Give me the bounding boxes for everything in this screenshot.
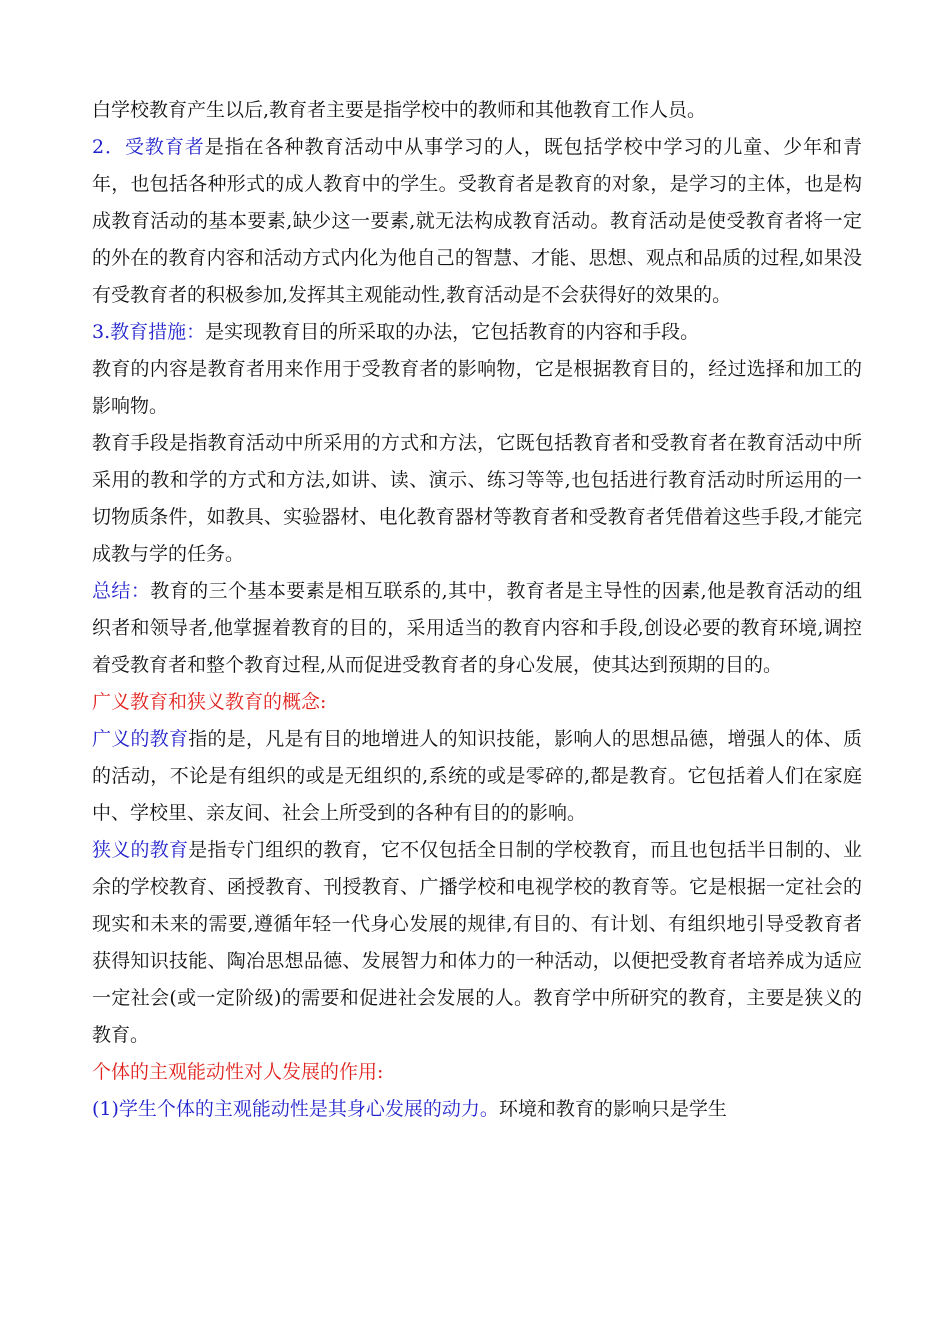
body-text: 环境和教育的影响只是学生 [498,1098,727,1120]
section-heading-initiative [92,1054,862,1091]
document-page [92,92,862,1128]
section-heading: 广义教育和狭义教育的概念: [92,691,327,713]
paragraph-broad-education [92,721,862,832]
paragraph-narrow-education [92,832,862,1054]
paragraph-continuation [92,92,862,129]
body-text: 是实现教育目的所采取的办法，它包括教育的内容和手段。 [205,321,700,343]
term-point-1: (1)学生个体的主观能动性是其身心发展的动力。 [92,1098,499,1120]
section-heading: 个体的主观能动性对人发展的作用: [92,1061,384,1083]
section-heading-education-concepts [92,684,862,721]
term-summary: 总结： [92,580,151,602]
term-measures: 3.教育措施： [92,321,206,343]
body-text: 是指专门组织的教育，它不仅包括全日制的学校教育，而且也包括半日制的、业余的学校教育、函授教育、刊授教育、广播学校和电视学校的教育等。它是根据一定社会的现实和未来的需要,遵循年轻一代身心发展的规律,有目的、有计划、有组织地引导受教育者获得知识技能、陶冶思想品德、发展智力和体力的一种活动，以便把受教育者培养成为适应一定社会(或一定阶级)的需要和促进社会发展的人。教育学中所研究的教育，主要是狭义的教育。 [92,839,862,1046]
body-text: 教育手段是指教育活动中所采用的方式和方法，它既包括教育者和受教育者在教育活动中所采用的教和学的方式和方法,如讲、读、演示、练习等等,也包括进行教育活动时所运用的一切物质条件，如教具、实验器材、电化教育器材等教育者和受教育者凭借着这些手段,才能完成教与学的任务。 [92,432,862,565]
paragraph-learner [92,129,862,314]
body-text: 是指在各种教育活动中从事学习的人，既包括学校中学习的儿童、少年和青年，也包括各种形式的成人教育中的学生。受教育者是教育的对象，是学习的主体，也是构成教育活动的基本要素,缺少这一要素,就无法构成教育活动。教育活动是使受教育者将一定的外在的教育内容和活动方式内化为他自己的智慧、才能、思想、观点和品质的过程,如果没有受教育者的积极参加,发挥其主观能动性,教育活动是不会获得好的效果的。 [92,136,862,306]
paragraph-means [92,425,862,573]
body-text: 教育的内容是教育者用来作用于受教育者的影响物，它是根据教育目的，经过选择和加工的影响物。 [92,358,862,417]
term-learner: 2．受教育者 [92,136,205,158]
term-narrow-education: 狭义的教育 [92,839,189,861]
paragraph-measures [92,314,862,351]
paragraph-initiative-point-1 [92,1091,862,1128]
term-broad-education: 广义的教育 [92,728,189,750]
body-text: 指的是，凡是有目的地增进人的知识技能，影响人的思想品德，增强人的体、质的活动，不论是有组织的或是无组织的,系统的或是零碎的,都是教育。它包括着人们在家庭中、学校里、亲友间、社会上所受到的各种有目的的影响。 [92,728,862,824]
body-text: 教育的三个基本要素是相互联系的,其中，教育者是主导性的因素,他是教育活动的组织者和领导者,他掌握着教育的目的，采用适当的教育内容和手段,创设必要的教育环境,调控着受教育者和整个教育过程,从而促进受教育者的身心发展，使其达到预期的目的。 [92,580,862,676]
body-text: 白学校教育产生以后,教育者主要是指学校中的教师和其他教育工作人员。 [92,99,707,121]
paragraph-summary [92,573,862,684]
paragraph-content [92,351,862,425]
